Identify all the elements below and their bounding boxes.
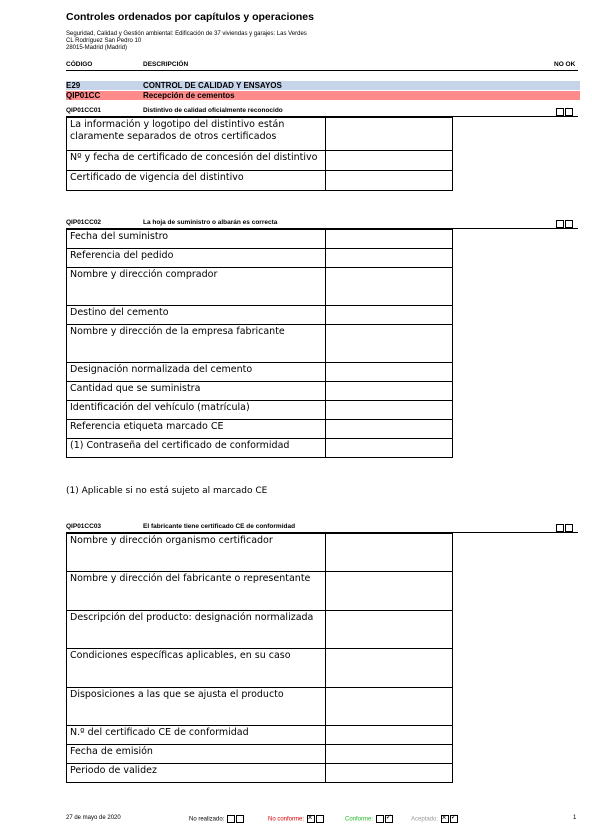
row-label: Referencia del pedido (67, 249, 326, 268)
footnote: (1) Aplicable si no está sujeto al marcado CE (66, 486, 268, 496)
x-box-icon (307, 815, 315, 823)
chapter-code: E29 (66, 81, 81, 90)
row-value-cell[interactable] (326, 230, 453, 249)
table-row (67, 572, 453, 611)
table-row (67, 764, 453, 783)
empty-box-icon (227, 815, 235, 823)
legend-conforme (345, 815, 393, 823)
legend-aceptado (411, 815, 458, 823)
control-code: QIP01CC03 (66, 523, 102, 530)
check-box-icon (385, 815, 393, 823)
operation-band (66, 91, 580, 100)
table-row (67, 363, 453, 382)
table-row (67, 325, 453, 363)
x-box-icon (441, 815, 449, 823)
ok-checkbox[interactable] (565, 524, 573, 532)
row-value-cell[interactable] (326, 151, 453, 171)
row-value-cell[interactable] (326, 363, 453, 382)
row-label: Nombre y dirección organismo certificador (67, 534, 326, 572)
row-label: Designación normalizada del cemento (67, 363, 326, 382)
legend-label: No conforme: (268, 816, 305, 823)
row-value-cell[interactable] (326, 118, 453, 151)
control-table (66, 117, 453, 191)
legend-no-realizado (189, 815, 244, 823)
row-label: Condiciones específicas aplicables, en su caso (67, 649, 326, 688)
row-value-cell[interactable] (326, 764, 453, 783)
row-label: Nombre y dirección del fabricante o representante (67, 572, 326, 611)
chapter-band (66, 81, 580, 90)
empty-box-icon (316, 815, 324, 823)
row-label: Nombre y dirección comprador (67, 268, 326, 306)
row-label: Fecha del suministro (67, 230, 326, 249)
row-label: N.º del certificado CE de conformidad (67, 726, 326, 745)
row-label: Destino del cemento (67, 306, 326, 325)
no-ok-checkboxes (556, 108, 573, 116)
table-row (67, 649, 453, 688)
row-value-cell[interactable] (326, 249, 453, 268)
ok-checkbox[interactable] (565, 220, 573, 228)
row-label: Disposiciones a las que se ajusta el producto (67, 688, 326, 726)
empty-box-icon (376, 815, 384, 823)
control-table (66, 229, 453, 458)
control-description: La hoja de suministro o albarán es correcta (143, 219, 278, 226)
row-label: Fecha de emisión (67, 745, 326, 764)
control-description: Distintivo de calidad oficialmente reconocido (143, 107, 283, 114)
row-label: Cantidad que se suministra (67, 382, 326, 401)
row-value-cell[interactable] (326, 611, 453, 649)
table-row (67, 306, 453, 325)
column-header-code: CÓDIGO (66, 61, 93, 68)
legend-label: Aceptado: (411, 816, 439, 823)
no-checkbox[interactable] (556, 108, 564, 116)
row-value-cell[interactable] (326, 325, 453, 363)
control-code: QIP01CC02 (66, 219, 102, 226)
table-row (67, 249, 453, 268)
column-header-description: DESCRIPCIÓN (143, 61, 189, 68)
no-ok-checkboxes (556, 220, 573, 228)
no-checkbox[interactable] (556, 524, 564, 532)
row-label: Certificado de vigencia del distintivo (67, 171, 326, 191)
legend-label: No realizado: (189, 816, 225, 823)
address-line-1: CL Rodríguez San Pedro 10 (66, 38, 142, 44)
check-box-icon (450, 815, 458, 823)
table-row (67, 688, 453, 726)
row-label: Nombre y dirección de la empresa fabricante (67, 325, 326, 363)
table-row (67, 611, 453, 649)
row-value-cell[interactable] (326, 572, 453, 611)
row-label: (1) Contraseña del certificado de conformidad (67, 439, 326, 458)
project-line: Seguridad, Calidad y Gestión ambiental: Edificación de 37 viviendas y garajes: Las Verdes (66, 31, 307, 37)
table-row (67, 151, 453, 171)
row-label: La información y logotipo del distintivo están claramente separados de otros certificados (67, 118, 326, 151)
table-row (67, 171, 453, 191)
operation-name: Recepción de cementos (143, 91, 235, 100)
row-value-cell[interactable] (326, 171, 453, 191)
row-value-cell[interactable] (326, 439, 453, 458)
footer-date: 27 de mayo de 2020 (66, 815, 121, 821)
row-label: Descripción del producto: designación normalizada (67, 611, 326, 649)
row-value-cell[interactable] (326, 382, 453, 401)
no-checkbox[interactable] (556, 220, 564, 228)
control-description: El fabricante tiene certificado CE de conformidad (143, 523, 296, 530)
address-line-2: 28015-Madrid (Madrid) (66, 45, 128, 51)
chapter-name: CONTROL DE CALIDAD Y ENSAYOS (143, 81, 282, 90)
row-label: Referencia etiqueta marcado CE (67, 420, 326, 439)
table-row (67, 439, 453, 458)
legend-label: Conforme: (345, 816, 374, 823)
table-row (67, 745, 453, 764)
table-row (67, 268, 453, 306)
row-value-cell[interactable] (326, 534, 453, 572)
row-label: Identificación del vehículo (matrícula) (67, 401, 326, 420)
row-value-cell[interactable] (326, 745, 453, 764)
page-number: 1 (573, 815, 577, 821)
header-rule (66, 70, 578, 71)
row-label: Periodo de validez (67, 764, 326, 783)
table-row (67, 534, 453, 572)
table-row (67, 401, 453, 420)
empty-box-icon (236, 815, 244, 823)
row-value-cell[interactable] (326, 649, 453, 688)
row-value-cell[interactable] (326, 420, 453, 439)
legend-no-conforme (268, 815, 324, 823)
row-value-cell[interactable] (326, 268, 453, 306)
table-row (67, 382, 453, 401)
table-row (67, 420, 453, 439)
control-table (66, 533, 453, 783)
row-value-cell[interactable] (326, 306, 453, 325)
no-ok-checkboxes (556, 524, 573, 532)
row-value-cell[interactable] (326, 401, 453, 420)
operation-code: QIP01CC (66, 91, 101, 100)
table-row (67, 118, 453, 151)
ok-checkbox[interactable] (565, 108, 573, 116)
table-row (67, 726, 453, 745)
row-label: Nº y fecha de certificado de concesión del distintivo (67, 151, 326, 171)
table-row (67, 230, 453, 249)
column-header-no-ok: NO OK (554, 61, 576, 68)
control-code: QIP01CC01 (66, 107, 102, 114)
page-title: Controles ordenados por capítulos y operaciones (66, 11, 314, 23)
row-value-cell[interactable] (326, 688, 453, 726)
row-value-cell[interactable] (326, 726, 453, 745)
